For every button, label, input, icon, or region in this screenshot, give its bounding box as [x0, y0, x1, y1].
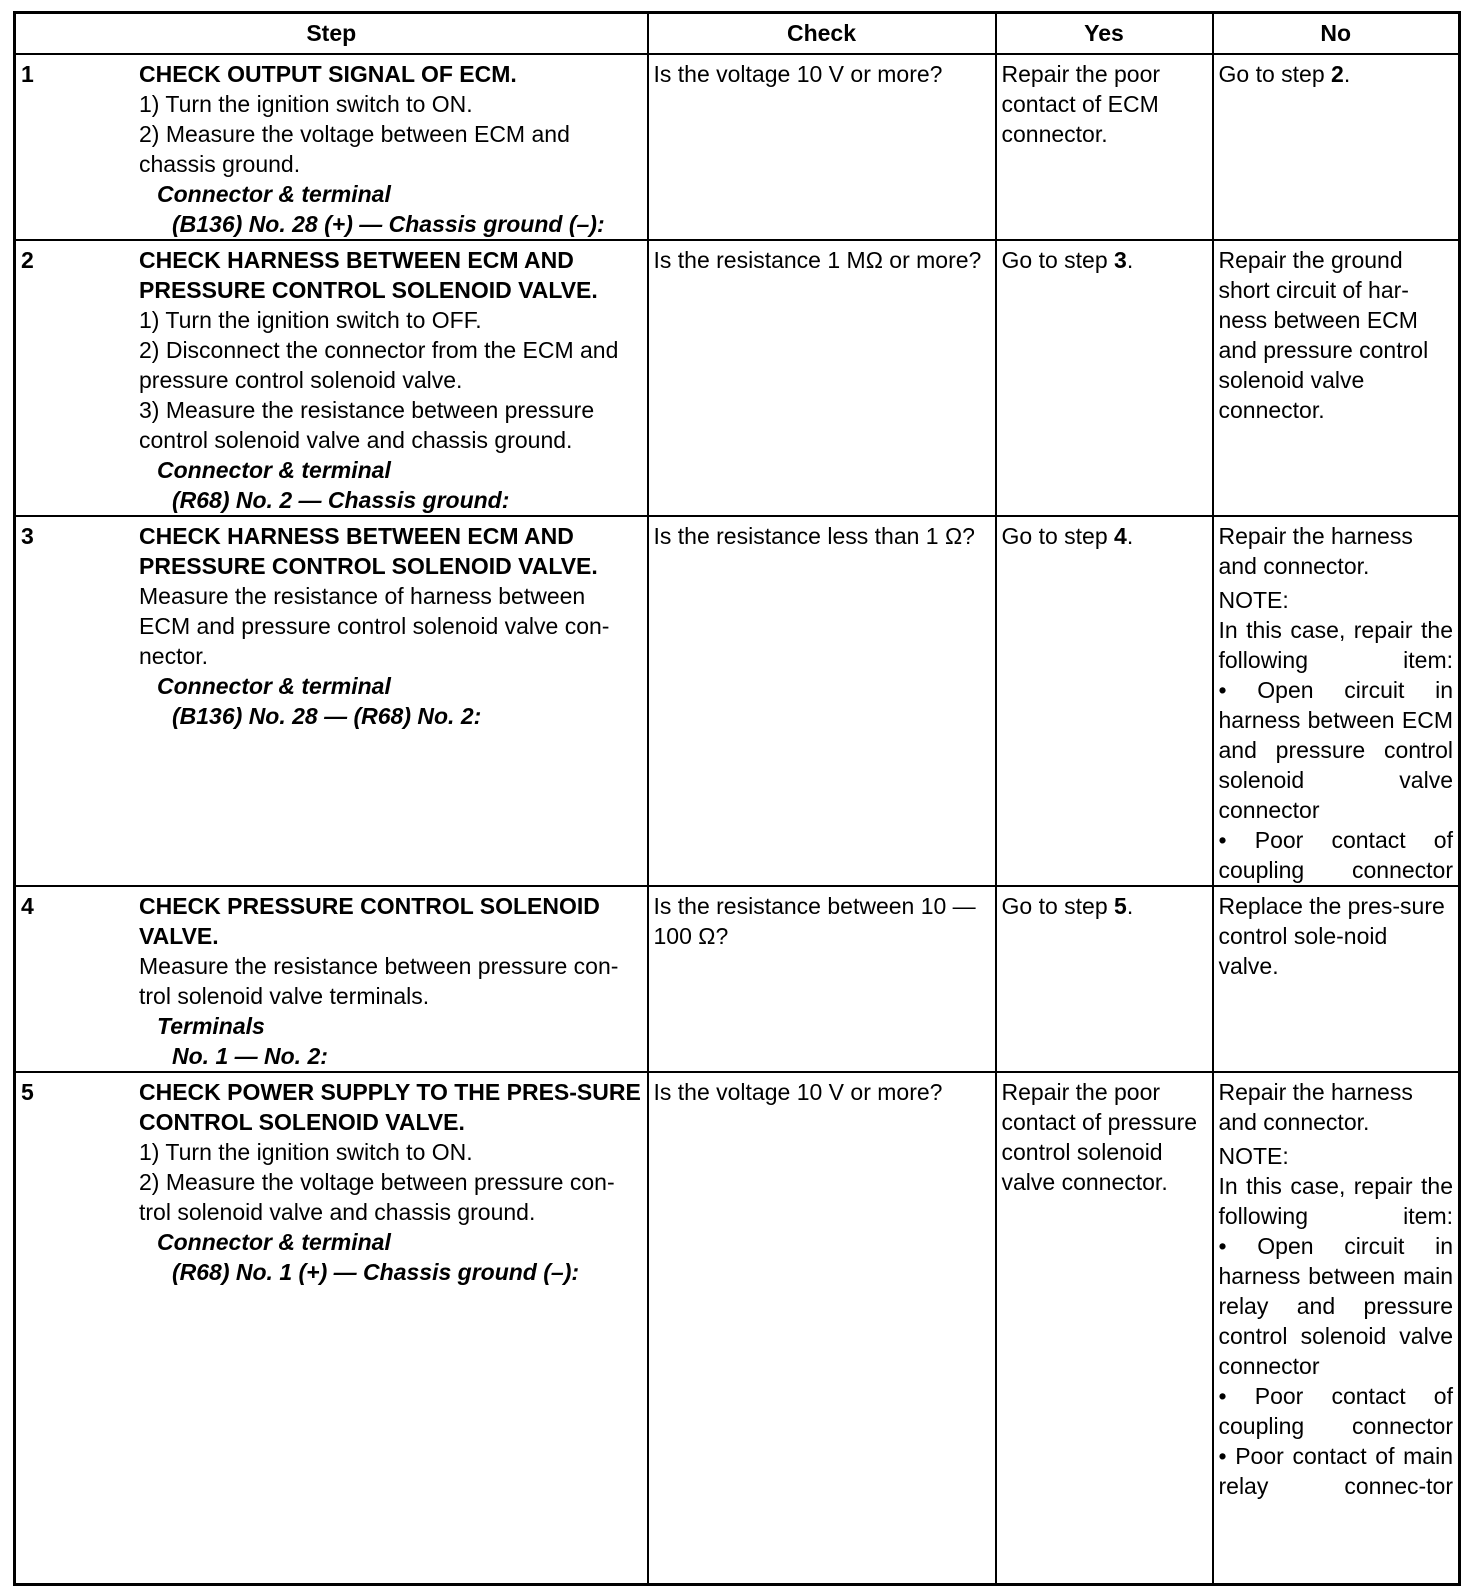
no-text: Go to step	[1218, 61, 1332, 87]
goto-step-number: 3	[1114, 247, 1127, 273]
connector-label: Connector & terminal	[157, 457, 391, 483]
step-cell	[15, 886, 648, 1072]
header-yes: Yes	[996, 13, 1213, 55]
step-instruction: 2) Disconnect the connector from the ECM and pressure control solenoid valve.	[139, 337, 619, 393]
goto-step-number: 4	[1114, 523, 1127, 549]
terminals-value: No. 1 — No. 2:	[172, 1043, 328, 1069]
note-text: In this case, repair the following item:	[1218, 617, 1453, 673]
check-cell: Is the resistance less than 1 Ω?	[648, 516, 996, 886]
step-title: CHECK POWER SUPPLY TO THE PRES-SURE CONTROL SOLENOID VALVE.	[139, 1079, 641, 1135]
note-bullet: • Poor contact of coupling connector	[1218, 1383, 1453, 1439]
table-row	[15, 54, 1460, 240]
step-number: 4	[21, 893, 34, 919]
check-cell: Is the resistance 1 MΩ or more?	[648, 240, 996, 516]
note-bullet: • Open circuit in harness between main relay and pressure control solenoid valve connector	[1218, 1233, 1453, 1379]
table-row	[15, 516, 1460, 886]
table-row	[15, 240, 1460, 516]
step-cell	[15, 54, 648, 240]
yes-text: Go to step	[1001, 893, 1115, 919]
step-instruction: Measure the resistance between pressure con-trol solenoid valve terminals.	[139, 953, 619, 1009]
note-bullet: • Poor contact of main relay connec-tor	[1218, 1443, 1453, 1499]
step-instruction: 1) Turn the ignition switch to ON.	[139, 1139, 473, 1165]
step-cell	[15, 516, 648, 886]
step-title: CHECK HARNESS BETWEEN ECM AND PRESSURE CONTROL SOLENOID VALVE.	[139, 523, 598, 579]
yes-text: Go to step	[1001, 523, 1115, 549]
no-cell	[1213, 54, 1460, 240]
goto-step-number: 5	[1114, 893, 1127, 919]
yes-cell: Repair the poor contact of pressure control solenoid valve connector.	[996, 1072, 1213, 1585]
step-instruction: 1) Turn the ignition switch to OFF.	[139, 307, 482, 333]
connector-label: Connector & terminal	[157, 1229, 391, 1255]
step-instruction: 3) Measure the resistance between pressure control solenoid valve and chassis ground.	[139, 397, 595, 453]
no-text: Repair the harness and connector.	[1218, 523, 1413, 579]
connector-label: Connector & terminal	[157, 673, 391, 699]
connector-label: Connector & terminal	[157, 181, 391, 207]
header-step: Step	[15, 13, 648, 55]
header-row	[15, 13, 1460, 55]
yes-cell: Repair the poor contact of ECM connector.	[996, 54, 1213, 240]
step-number: 5	[21, 1079, 34, 1105]
no-cell: Repair the ground short circuit of har-ness between ECM and pressure control solenoid valve connector.	[1213, 240, 1460, 516]
note-label: NOTE:	[1218, 587, 1289, 613]
no-text: Repair the harness and connector.	[1218, 1079, 1413, 1135]
table-row	[15, 1072, 1460, 1585]
yes-cell	[996, 886, 1213, 1072]
step-cell	[15, 240, 648, 516]
header-no: No	[1213, 13, 1460, 55]
no-text: .	[1343, 61, 1351, 87]
step-title: CHECK PRESSURE CONTROL SOLENOID VALVE.	[139, 893, 600, 949]
table-row	[15, 886, 1460, 1072]
step-title: CHECK HARNESS BETWEEN ECM AND PRESSURE CONTROL SOLENOID VALVE.	[139, 247, 598, 303]
no-cell	[1213, 1072, 1460, 1585]
step-number: 3	[21, 523, 34, 549]
note-label: NOTE:	[1218, 1143, 1289, 1169]
connector-terminal: (B136) No. 28 — (R68) No. 2:	[172, 703, 482, 729]
yes-text: .	[1126, 893, 1134, 919]
no-cell	[1213, 516, 1460, 886]
check-cell: Is the voltage 10 V or more?	[648, 54, 996, 240]
header-check: Check	[648, 13, 996, 55]
step-instruction: Measure the resistance of harness between ECM and pressure control solenoid valve con-nector.	[139, 583, 610, 669]
step-instruction: 1) Turn the ignition switch to ON.	[139, 91, 473, 117]
step-number: 1	[21, 61, 34, 87]
step-title: CHECK OUTPUT SIGNAL OF ECM.	[139, 61, 517, 87]
yes-text: Go to step	[1001, 247, 1115, 273]
check-cell: Is the voltage 10 V or more?	[648, 1072, 996, 1585]
yes-cell	[996, 240, 1213, 516]
connector-terminal: (B136) No. 28 (+) — Chassis ground (–):	[172, 211, 605, 237]
step-number: 2	[21, 247, 34, 273]
yes-cell	[996, 516, 1213, 886]
step-instruction: 2) Measure the voltage between ECM and chassis ground.	[139, 121, 570, 177]
note-bullet: • Open circuit in harness between ECM and pressure control solenoid valve connector	[1218, 677, 1453, 823]
check-cell: Is the resistance between 10 — 100 Ω?	[648, 886, 996, 1072]
step-cell	[15, 1072, 648, 1585]
diagnostic-table	[13, 11, 1461, 1586]
terminals-label: Terminals	[157, 1013, 265, 1039]
connector-terminal: (R68) No. 1 (+) — Chassis ground (–):	[172, 1259, 580, 1285]
note-bullet: • Poor contact of coupling connector	[1218, 827, 1453, 883]
goto-step-number: 2	[1331, 61, 1344, 87]
yes-text: .	[1126, 523, 1134, 549]
note-text: In this case, repair the following item:	[1218, 1173, 1453, 1229]
no-cell: Replace the pres-sure control sole-noid valve.	[1213, 886, 1460, 1072]
step-instruction: 2) Measure the voltage between pressure con-trol solenoid valve and chassis ground.	[139, 1169, 615, 1225]
connector-terminal: (R68) No. 2 — Chassis ground:	[172, 487, 510, 513]
yes-text: .	[1126, 247, 1134, 273]
